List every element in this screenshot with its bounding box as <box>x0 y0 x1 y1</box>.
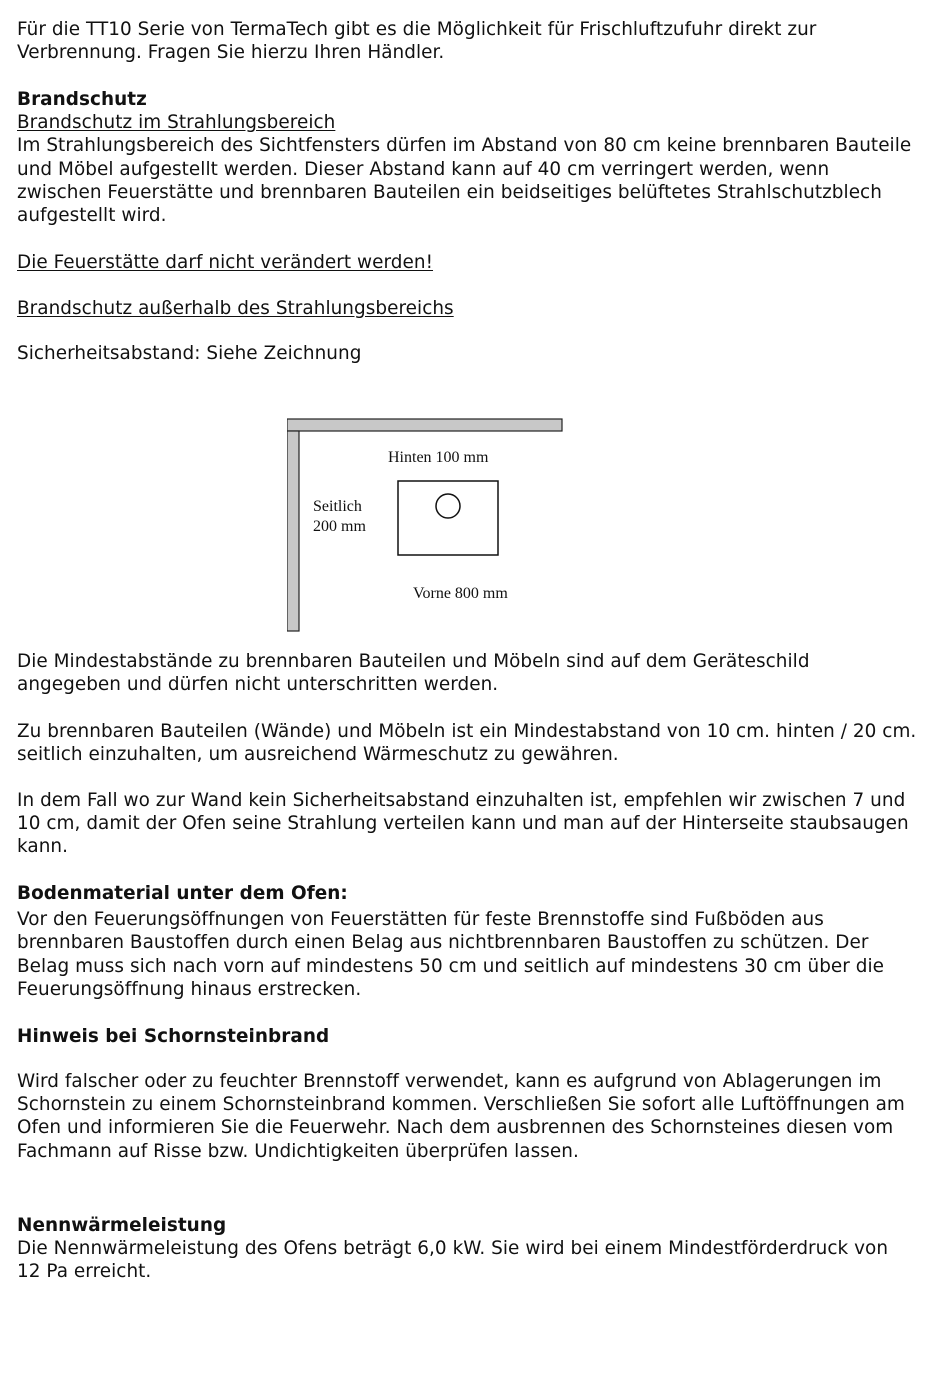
warning-text: Die Feuerstätte darf nicht verändert werden! <box>17 252 434 273</box>
outside-section <box>17 297 917 320</box>
intro-section <box>17 18 917 64</box>
back-wall <box>287 419 562 431</box>
after-diagram-section-1 <box>17 650 917 696</box>
safety-section <box>17 342 917 365</box>
side-clearance-label-line2: 200 mm <box>313 518 366 535</box>
wall-distance-paragraph: Zu brennbaren Bauteilen (Wände) und Möbeln ist ein Mindestabstand von 10 cm. hinten / 20 cm. seitlich einzuhalten, um ausreichend Wärmeschutz zu gewähren. <box>17 721 917 766</box>
no-clearance-paragraph: In dem Fall wo zur Wand kein Sicherheitsabstand einzuhalten ist, empfehlen wir zwischen 7 und 10 cm, damit der Ofen seine Strahlung verteilen kann und man auf der Hinterseite staubsaugen kann. <box>17 790 909 858</box>
boden-paragraph: Vor den Feuerungsöffnungen von Feuerstätten für feste Brennstoffe sind Fußböden aus brennbaren Baustoffen durch einen Belag aus nichtbrennbaren Baustoffen zu schützen. Der Belag muss sich nach vorn auf mindestens 50 cm und seitlich auf mindestens 30 cm über die Feuerungsöffnung hinaus erstrecken. <box>17 909 885 1000</box>
brandschutz-section <box>17 88 917 227</box>
back-clearance-label: Hinten 100 mm <box>388 449 489 466</box>
brandschutz-subheading-strahlung: Brandschutz im Strahlungsbereich <box>17 112 336 134</box>
side-wall <box>287 431 299 631</box>
warning-section <box>17 251 917 274</box>
schornstein-heading: Hinweis bei Schornsteinbrand <box>17 1026 330 1047</box>
nenn-section <box>17 1214 917 1284</box>
boden-section <box>17 882 917 1001</box>
brandschutz-subheading-ausserhalb: Brandschutz außerhalb des Strahlungsbereichs <box>17 298 454 319</box>
intro-paragraph: Für die TT10 Serie von TermaTech gibt es die Möglichkeit für Frischluftzufuhr direkt zur Verbrennung. Fragen Sie hierzu Ihren Händler. <box>17 19 817 64</box>
brandschutz-heading: Brandschutz <box>17 89 147 110</box>
nenn-paragraph: Die Nennwärmeleistung des Ofens beträgt 6,0 kW. Sie wird bei einem Mindestförderdruck von 12 Pa erreicht. <box>17 1238 889 1283</box>
boden-heading: Bodenmaterial unter dem Ofen: <box>17 883 348 904</box>
side-clearance-label-line1: Seitlich <box>313 498 362 515</box>
after-diagram-section-3 <box>17 789 917 859</box>
nenn-heading: Nennwärmeleistung <box>17 1215 227 1236</box>
schornstein-section <box>17 1070 917 1163</box>
schornstein-heading-section <box>17 1025 917 1048</box>
brandschutz-paragraph: Im Strahlungsbereich des Sichtfensters dürfen im Abstand von 80 cm keine brennbaren Bauteile und Möbel aufgestellt werden. Dieser Abstand kann auf 40 cm verringert werden, wenn zwischen Feuerstätte und brennbaren Bauteilen ein beidseitiges belüftetes Strahlschutzblech aufgestellt wird. <box>17 135 912 227</box>
flue-circle <box>436 494 460 518</box>
min-distance-paragraph: Die Mindestabstände zu brennbaren Bauteilen und Möbeln sind auf dem Geräteschild angegeben und dürfen nicht unterschritten werden. <box>17 651 810 696</box>
clearance-diagram <box>287 418 587 636</box>
after-diagram-section-2 <box>17 720 917 766</box>
schornstein-paragraph: Wird falscher oder zu feuchter Brennstoff verwendet, kann es aufgrund von Ablagerungen im Schornstein zu einem Schornsteinbrand kommen. Verschließen Sie sofort alle Luftöffnungen am Ofen und informieren Sie die Feuerwehr. Nach dem ausbrennen des Schornsteines diesen vom Fachmann auf Risse bzw. Undichtigkeiten überprüfen lassen. <box>17 1071 905 1162</box>
front-clearance-label: Vorne 800 mm <box>413 585 508 602</box>
safety-distance-text: Sicherheitsabstand: Siehe Zeichnung <box>17 343 362 364</box>
